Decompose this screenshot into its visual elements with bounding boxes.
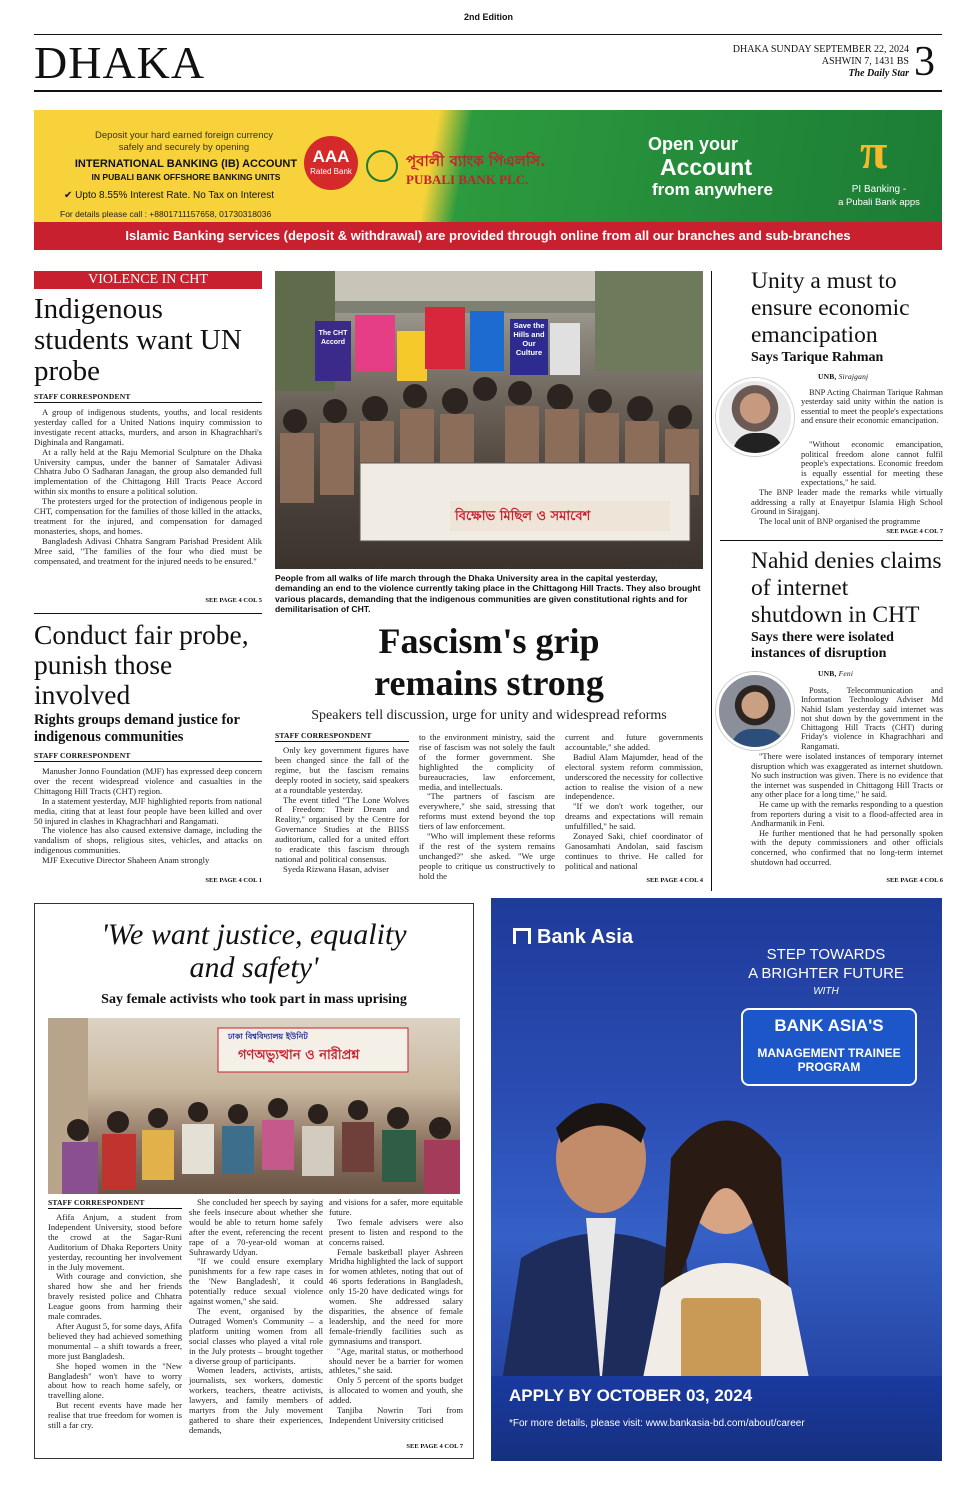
masthead-date: DHAKA SUNDAY SEPTEMBER 22, 2024 [732, 44, 909, 55]
story2-agency: UNB, [818, 372, 837, 381]
nahid-shirt [731, 729, 785, 750]
ad-open-line1: Open your [648, 134, 739, 154]
pubali-logo-icon [366, 150, 398, 182]
pubali-bank-ad[interactable] [34, 110, 942, 250]
ad-open-line2: Account [660, 154, 752, 180]
story6-para: She concluded her speech by saying she feels insecure about whether she would be able to return home safely after the event, referencing the recent rape of a 70-year-old woman at Suhrawardy Udyan. [189, 1197, 323, 1257]
story6-para: "If we could ensure exemplary punishments for a few rape cases in the 'New Bangladesh', it could potentially reduce sexual violence against women," she said. [189, 1256, 323, 1307]
pi-icon: π [860, 123, 888, 179]
ad-account-title: INTERNATIONAL BANKING (IB) ACCOUNT [74, 158, 298, 170]
nahid-portrait [716, 672, 794, 750]
story5-headline[interactable]: Fascism's grip remains strong [374, 621, 604, 703]
story1-body [34, 408, 262, 567]
story6-continued[interactable]: SEE PAGE 4 COL 7 [406, 1443, 463, 1450]
event-banner-title: গণঅভ্যুত্থান ও নারীপ্রশ্ন [238, 1048, 360, 1063]
story2-headline[interactable]: Unity a must to ensure economic emancipation [751, 268, 910, 348]
story3-body-cont [751, 752, 943, 867]
rally-photo [275, 271, 703, 569]
story6-para: "Age, marital status, or motherhood should never be a barrier for women athletes," she said. [329, 1345, 463, 1376]
column-divider-right [711, 271, 712, 891]
story2-body-cont [751, 440, 943, 526]
story6-col3 [329, 1198, 463, 1426]
story4-para: The violence has also caused extensive damage, including the vandalism of shops, religious sites, vehicles, and attacks on indigenous communities. [34, 825, 262, 856]
story6-subhead: Say female activists who took part in mass uprising [101, 992, 407, 1007]
story4-para: In a statement yesterday, MJF highlighted reports from national media, citing that at least four people have been killed and over 50 injured in clashes in Khagrachhari and Rangamati. [34, 795, 262, 826]
program-badge [741, 1008, 917, 1086]
aaa-badge-sub: Rated Bank [310, 167, 352, 176]
ad-tagline-1: STEP TOWARDS [766, 946, 886, 963]
story1-para: The protesters urged for the protection of indigenous people in CHT, compensation for the families of those killed in the attacks, treatment for the injured, and compensation for damaged monasteries, shops, and homes. [34, 496, 262, 536]
ad-intro-line2: safely and securely by opening [118, 142, 250, 153]
page-number: 3 [914, 39, 935, 85]
masthead-top-rule [34, 34, 942, 35]
story4-subhead: Rights groups demand justice for indigenous communities [34, 712, 240, 745]
event-banner-top: ঢাকা বিশ্ববিদ্যালয় ইউনিট [228, 1032, 308, 1041]
story3-para: He further mentioned that he had personally spoken with the deputy commissioners and other officials concerned, who confirmed that no long-term internet shutdown had occurred. [751, 828, 943, 867]
story1-para: A group of indigenous students, youths, and local residents yesterday called for a United Nations inquiry commission to investigate recent attacks, murders, and arson in Khagrachhari's Dighinala and Rangamati. [34, 407, 262, 447]
story5-continued[interactable]: SEE PAGE 4 COL 4 [646, 877, 703, 884]
ad-tagline-3: WITH [813, 986, 839, 997]
story3-agency: UNB, [818, 669, 837, 678]
story5-para: "The partners of fascism are everywhere," she said, stressing that reforms must extend beyond the top tiers of law enforcement. [419, 791, 555, 832]
ad-open-line3: from anywhere [652, 180, 773, 199]
story4-byline: STAFF CORRESPONDENT [34, 751, 131, 760]
story4-continued[interactable]: SEE PAGE 4 COL 1 [205, 877, 262, 884]
pubali-name-bangla: পূবালী ব্যাংক পিএলসি. [406, 152, 546, 170]
story5-para: The event titled "The Lone Wolves of Freedom: Their Dream and Reality," organised by the Centre for Governance Studies at the BIISS auditorium, called for a united effort to eradicate this fascism through national and political consensus. [275, 794, 409, 864]
pubali-name-english: PUBALI BANK PLC. [406, 172, 529, 187]
story1-byline-rule [34, 402, 262, 403]
story4-para: MJF Executive Director Shaheen Anam strongly [42, 855, 210, 866]
story2-place: Sirajganj [838, 372, 869, 381]
story6-col2 [189, 1198, 323, 1436]
ad-account-subtitle: IN PUBALI BANK OFFSHORE BANKING UNITS [91, 172, 281, 182]
story3-continued[interactable]: SEE PAGE 4 COL 6 [886, 877, 943, 884]
story2-byline [818, 372, 868, 381]
story5-para: Badiul Alam Majumder, head of the electoral system reform commission, underscored the necessity for collective action to realise the vision of a new independence. [565, 751, 703, 802]
story5-para: "If we don't work together, our dreams and expectations will remain unfulfilled," he said. [565, 801, 703, 832]
program-badge-line3: PROGRAM [797, 1060, 861, 1074]
story5-para: "Who will implement these reforms if the rest of the system remains unchanged?" she asked. "We urge people to critique us constructively to hold the [419, 831, 555, 881]
masthead-paper-name: The Daily Star [848, 68, 909, 79]
story5-para: Only key government figures have been changed since the fall of the regime, but the fascism remains deeply rooted in society, said speakers at a roundtable yesterday. [275, 745, 409, 795]
story3-byline [818, 669, 853, 678]
story4-top-rule [34, 613, 262, 614]
pi-banking-line2: a Pubali Bank apps [838, 197, 920, 208]
story5-para: current and future governments accountable," she added. [565, 732, 703, 752]
story6-para: After August 5, for some days, Afifa believed they had achieved something monumental – a shift towards a freer, more just Bangladesh. [48, 1320, 182, 1361]
story2-body [801, 388, 943, 425]
story5-col1 [275, 746, 409, 875]
story2-para: "Without economic emancipation, political freedom alone cannot fulfil people's expectations. Economic freedom is equally essential for meeting these expectations," he said. [801, 440, 943, 488]
story5-para: Zonayed Saki, chief coordinator of Ganosamhati Andolan, said fascism continues to thrive. He called for political and national [565, 831, 703, 871]
photo-sign-cht-accord: The CHT Accord [318, 330, 348, 346]
trainee-models-illustration [491, 1088, 942, 1388]
photo1-caption: People from all walks of life march through the Dhaka University area in the capital yesterday, demanding an end to the violence currently taking place in the Chittagong Hill Tracts. They also brought various placards, demanding that the indigenous communities are given constitutional rights and for demilitarisation of CHT. [275, 573, 701, 615]
story3-headline[interactable]: Nahid denies claims of internet shutdown in CHT [751, 548, 942, 628]
story1-headline[interactable]: Indigenous students want UN probe [34, 293, 242, 387]
masthead-bottom-rule [34, 90, 942, 92]
story6-para: Only 5 percent of the sports budget is allocated to women and youth, she added. [329, 1375, 463, 1406]
ad-contact: For details please call : +8801711157658, 01730318036 [60, 209, 272, 219]
story6-para: The event, organised by the Outraged Women's Community – a platform uniting women from all social classes who played a vital role in the July protests – brought together a diverse group of participants. [189, 1305, 323, 1366]
story1-continued[interactable]: SEE PAGE 4 COL 5 [205, 597, 262, 604]
pi-banking-line1: PI Banking - [851, 184, 907, 195]
story1-byline: STAFF CORRESPONDENT [34, 392, 131, 401]
bank-asia-logo-text: Bank Asia [537, 926, 633, 948]
photo-sign-save-hills: Save the Hills and Our Culture [513, 321, 545, 357]
story5-col2 [419, 733, 555, 882]
story5-byline-rule [275, 741, 409, 742]
program-badge-line1: BANK ASIA'S [774, 1016, 884, 1035]
story6-para: Female basketball player Ashreen Mridha highlighted the lack of support for women athletes, noting that out of 46 sports federations in Bangladesh, only 15-20 have dedicated wings for women. She addressed salary disparities, the absence of female leadership, and the need for more female-friendly facilities such as gymnasiums and transport. [329, 1246, 463, 1346]
story6-para: She hoped women in the "New Bangladesh" won't have to worry about how to reach home safely, or travelling alone. [48, 1360, 182, 1401]
apply-deadline[interactable]: APPLY BY OCTOBER 03, 2024 [509, 1386, 753, 1405]
story6-para: Afifa Anjum, a student from Independent University, stood before the crowd at the Sagar-Runi Auditorium of Dhaka Reporters Unity yesterday, recounting her involvement in the July movement. [48, 1212, 182, 1272]
section-title: DHAKA [34, 37, 206, 88]
photo-banner-text: বিক্ষোভ মিছিল ও সমাবেশ [455, 509, 591, 524]
story5-col3 [565, 733, 703, 872]
ad-interest-rate: ✔ Upto 8.55% Interest Rate. No Tax on Interest [64, 190, 274, 201]
story2-para: The local unit of BNP organised the programme [759, 516, 921, 526]
story4-headline[interactable]: Conduct fair probe, punish those involved [34, 619, 249, 710]
story2-subhead: Says Tarique Rahman [751, 350, 884, 365]
photo1-credit: PHOTO: PALASH KHAN [624, 561, 703, 568]
aaa-badge [304, 136, 358, 190]
story3-subhead: Says there were isolated instances of disruption [751, 630, 894, 661]
story5-para: Syeda Rizwana Hasan, adviser [283, 863, 389, 874]
aaa-badge-text: AAA [312, 147, 350, 166]
story3-para: He came up with the remarks responding to a question from reporters during a visit to a flood-affected area in Andharmanik in Feni. [751, 799, 943, 829]
story6-col1 [48, 1213, 182, 1431]
kicker-violence-cht [34, 271, 262, 289]
story6-byline: STAFF CORRESPONDENT [48, 1198, 145, 1207]
bank-asia-logo-icon [513, 928, 531, 944]
story6-para: But recent events have made her realise that true freedom for women is still a far cry. [48, 1400, 182, 1431]
ad-islamic-banner: Islamic Banking services (deposit & withdrawal) are provided through online from all our branches and sub-branches [34, 222, 942, 250]
story6-para: Two female advisers were also present to listen and respond to the concerns raised. [329, 1216, 463, 1247]
women-event-scene [48, 1018, 460, 1194]
ad-intro-line1: Deposit your hard earned foreign currency [95, 130, 273, 141]
bank-asia-ad[interactable] [491, 898, 942, 1461]
story4-para: Manusher Jonno Foundation (MJF) has expressed deep concern over the recent widespread violence and casualties in the Chittagong Hill Tracts (CHT) region. [34, 766, 262, 796]
story6-byline-rule [48, 1208, 182, 1209]
story3-place: Feni [838, 669, 854, 678]
story6-headline[interactable]: 'We want justice, equality and safety' [101, 918, 407, 984]
story1-para: Bangladesh Adivasi Chhatra Sangram Parishad President Alik Mree said, "The families of the four who died must be compensated, and treatment for the injured needs to be ensured." [34, 535, 262, 566]
story6-para: Tanjiba Nowrin Tori from Independent University criticised [329, 1405, 463, 1425]
ad-tagline-2: A BRIGHTER FUTURE [748, 965, 904, 982]
story2-continued[interactable]: SEE PAGE 4 COL 7 [886, 528, 943, 535]
story3-body [801, 686, 943, 751]
story5-subhead: Speakers tell discussion, urge for unity and widespread reforms [311, 708, 667, 723]
story2-para: The BNP leader made the remarks while virtually addressing a rally at Enayetpur Islamia High School Ground in Sirajganj. [751, 487, 943, 517]
kicker-text: VIOLENCE IN CHT [88, 272, 208, 287]
story5-para: to the environment ministry, said the rise of fascism was not solely the fault of the former government. She highlighted the complicity of bureaucracies, law enforcement, media, and intellectuals. [419, 732, 555, 792]
apply-details[interactable]: *For more details, please visit: www.bankasia-bd.com/about/career [509, 1418, 805, 1429]
edition-label: 2nd Edition [464, 12, 513, 22]
story3-para: Posts, Telecommunication and Information Technology Adviser Md Nahid Islam yesterday said internet was not shut down by the government in the Chittagong Hill Tracts (CHT) during Friday's violence in Khagrachhari and Rangamati. [801, 686, 943, 751]
story6-para: and visions for a safer, more equitable future. [329, 1197, 463, 1217]
story2-para: BNP Acting Chairman Tarique Rahman yesterday said unity within the nation is essential to meet the people's expectations and ensure their economic emancipation. [801, 388, 943, 425]
story1-para: At a rally held at the Raju Memorial Sculpture on the Dhaka University campus, under the banner of Samataler Adivasi Chhatra Jubo O Sadharan Janagan, the group also demanded full implementation of the Chittagong Hill Tracts Peace Accord within six months to ensure a political solution. [34, 446, 262, 497]
story6-para: With courage and conviction, she shared how she and her friends bravely resisted police and Chhatra League goons from harming their male comrades. [48, 1271, 182, 1322]
program-badge-line2: MANAGEMENT TRAINEE [757, 1046, 901, 1060]
story4-body [34, 767, 262, 866]
story4-byline-rule [34, 761, 262, 762]
masthead-bangla-date: ASHWIN 7, 1431 BS [821, 56, 909, 67]
story6-para: Women leaders, activists, artists, journalists, sex workers, domestic workers, teachers, theatre activists, lawyers, and family members of martyrs from the July movement gathered to share their experiences, demands, [189, 1365, 323, 1435]
story3-para: "There were isolated instances of temporary internet disruption which was exaggerated as internet shutdown. No such instruction was given. There is no evidence that the internet was suspended in Chittagong Hill Tracts or any other place for a long time," he said. [751, 752, 943, 800]
story2-bottom-rule [720, 540, 943, 541]
story5-byline: STAFF CORRESPONDENT [275, 731, 372, 740]
women-event-photo [48, 1018, 460, 1194]
